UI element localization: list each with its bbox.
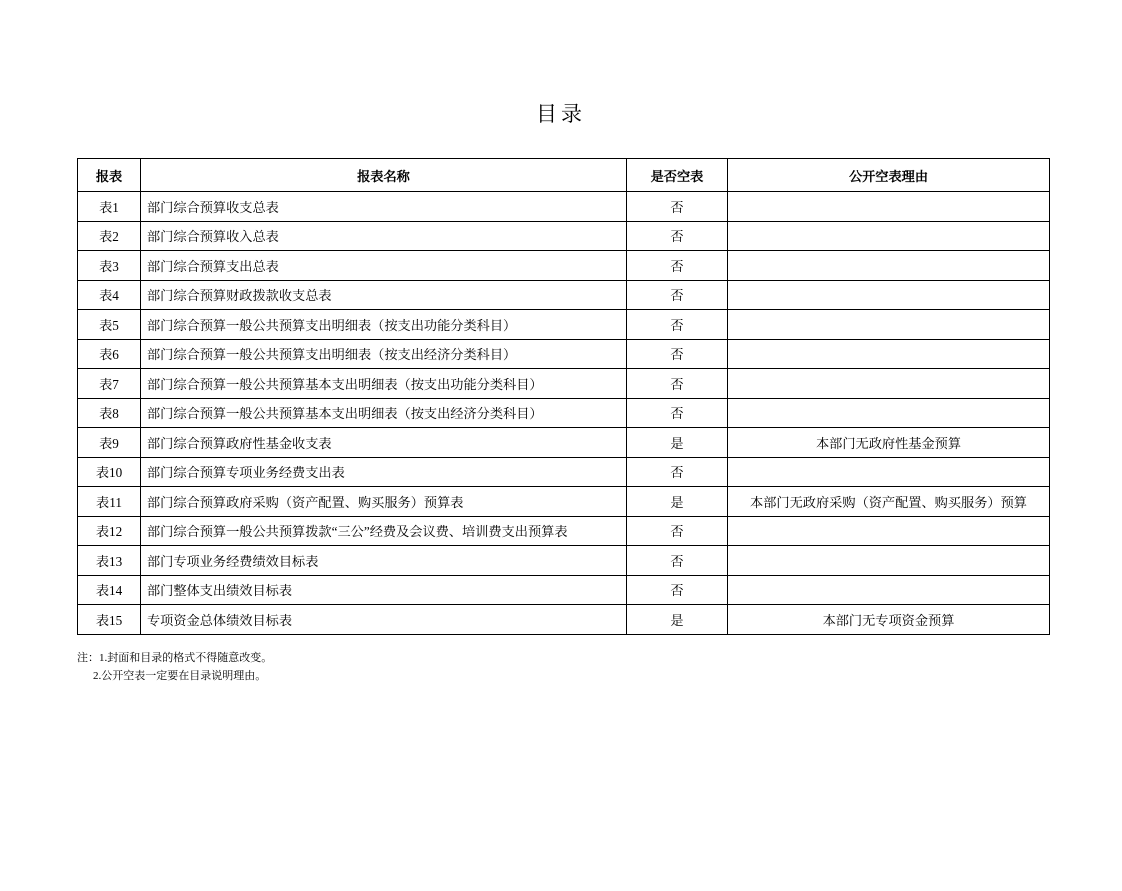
table-row (78, 575, 1050, 605)
table-row (78, 251, 1050, 281)
catalog-table (77, 158, 1050, 635)
cell-code: 表14 (78, 575, 141, 605)
cell-name: 部门综合预算专项业务经费支出表 (141, 457, 627, 487)
table-row (78, 369, 1050, 399)
cell-name: 部门综合预算一般公共预算支出明细表（按支出功能分类科目） (141, 310, 627, 340)
cell-name: 部门综合预算收支总表 (141, 192, 627, 222)
cell-name: 部门综合预算财政拨款收支总表 (141, 280, 627, 310)
cell-code: 表7 (78, 369, 141, 399)
cell-reason (728, 575, 1050, 605)
cell-is-empty: 否 (627, 280, 728, 310)
cell-reason (728, 221, 1050, 251)
table-row (78, 310, 1050, 340)
table-row (78, 516, 1050, 546)
table-row (78, 546, 1050, 576)
table-row (78, 605, 1050, 635)
footnote-line-1: 注：1.封面和目录的格式不得随意改变。 (77, 651, 273, 664)
cell-is-empty: 是 (627, 487, 728, 517)
table-body (78, 192, 1050, 635)
cell-name: 部门综合预算一般公共预算支出明细表（按支出经济分类科目） (141, 339, 627, 369)
cell-code: 表10 (78, 457, 141, 487)
column-header-is-empty: 是否空表 (627, 159, 728, 192)
cell-is-empty: 否 (627, 310, 728, 340)
cell-reason (728, 310, 1050, 340)
cell-is-empty: 否 (627, 398, 728, 428)
cell-code: 表3 (78, 251, 141, 281)
table-row (78, 398, 1050, 428)
cell-is-empty: 否 (627, 546, 728, 576)
cell-name: 部门综合预算收入总表 (141, 221, 627, 251)
cell-name: 部门综合预算一般公共预算基本支出明细表（按支出功能分类科目） (141, 369, 627, 399)
cell-is-empty: 否 (627, 457, 728, 487)
document-page (0, 98, 1122, 891)
cell-code: 表13 (78, 546, 141, 576)
cell-name: 部门整体支出绩效目标表 (141, 575, 627, 605)
cell-name: 部门综合预算政府采购（资产配置、购买服务）预算表 (141, 487, 627, 517)
cell-reason (728, 516, 1050, 546)
cell-code: 表5 (78, 310, 141, 340)
cell-reason: 本部门无政府性基金预算 (728, 428, 1050, 458)
cell-is-empty: 否 (627, 339, 728, 369)
cell-is-empty: 否 (627, 575, 728, 605)
cell-code: 表2 (78, 221, 141, 251)
cell-is-empty: 否 (627, 192, 728, 222)
cell-reason: 本部门无专项资金预算 (728, 605, 1050, 635)
cell-reason (728, 398, 1050, 428)
cell-reason: 本部门无政府采购（资产配置、购买服务）预算 (728, 487, 1050, 517)
cell-is-empty: 是 (627, 428, 728, 458)
cell-code: 表15 (78, 605, 141, 635)
column-header-name: 报表名称 (141, 159, 627, 192)
cell-is-empty: 否 (627, 221, 728, 251)
table-row (78, 192, 1050, 222)
cell-code: 表4 (78, 280, 141, 310)
table-row (78, 339, 1050, 369)
cell-name: 部门综合预算支出总表 (141, 251, 627, 281)
cell-reason (728, 546, 1050, 576)
table-row (78, 221, 1050, 251)
footnotes (77, 649, 1045, 685)
cell-code: 表9 (78, 428, 141, 458)
cell-is-empty: 否 (627, 369, 728, 399)
cell-name: 部门综合预算政府性基金收支表 (141, 428, 627, 458)
cell-name: 专项资金总体绩效目标表 (141, 605, 627, 635)
column-header-reason: 公开空表理由 (728, 159, 1050, 192)
cell-code: 表8 (78, 398, 141, 428)
catalog-table-container (77, 158, 1045, 635)
cell-code: 表1 (78, 192, 141, 222)
cell-is-empty: 否 (627, 516, 728, 546)
cell-reason (728, 192, 1050, 222)
table-header-row (78, 159, 1050, 192)
table-row (78, 487, 1050, 517)
table-row (78, 280, 1050, 310)
column-header-code: 报表 (78, 159, 141, 192)
cell-name: 部门专项业务经费绩效目标表 (141, 546, 627, 576)
footnote-line-2: 2.公开空表一定要在目录说明理由。 (93, 669, 267, 682)
cell-code: 表6 (78, 339, 141, 369)
cell-is-empty: 否 (627, 251, 728, 281)
cell-name: 部门综合预算一般公共预算基本支出明细表（按支出经济分类科目） (141, 398, 627, 428)
cell-code: 表11 (78, 487, 141, 517)
cell-reason (728, 339, 1050, 369)
cell-reason (728, 369, 1050, 399)
cell-reason (728, 457, 1050, 487)
table-row (78, 457, 1050, 487)
cell-is-empty: 是 (627, 605, 728, 635)
cell-name: 部门综合预算一般公共预算拨款“三公”经费及会议费、培训费支出预算表 (141, 516, 627, 546)
table-header (78, 159, 1050, 192)
cell-code: 表12 (78, 516, 141, 546)
cell-reason (728, 280, 1050, 310)
cell-reason (728, 251, 1050, 281)
page-title: 目录 (536, 102, 586, 126)
table-row (78, 428, 1050, 458)
